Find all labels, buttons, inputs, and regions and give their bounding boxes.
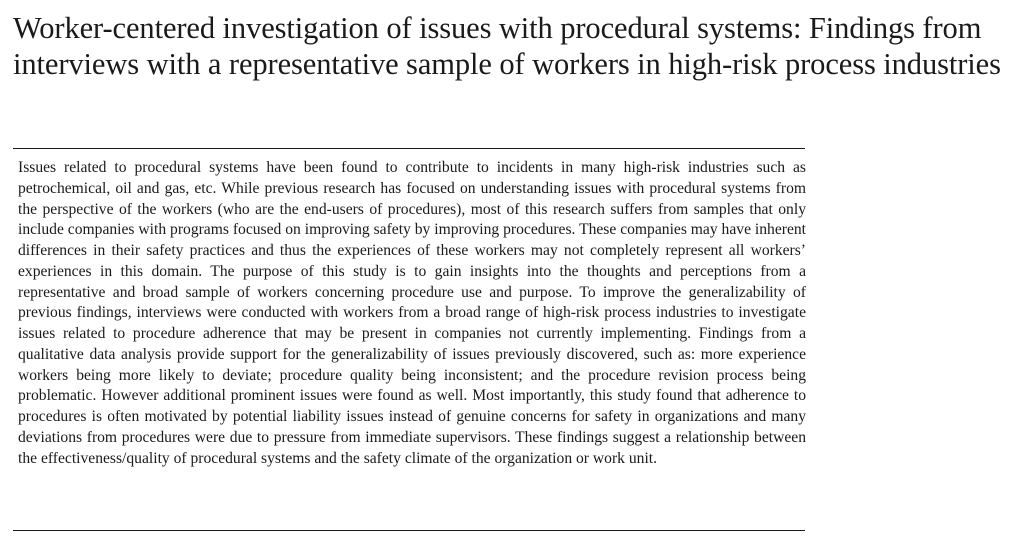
article-title: Worker-centered investigation of issues with procedural systems: Findings from interviews with a representative sample of workers in high-risk process industries xyxy=(13,11,1001,81)
abstract-section xyxy=(13,148,805,531)
abstract-text: Issues related to procedural systems have been found to contribute to incidents in many high-risk industries such as petrochemical, oil and gas, etc. While previous research has focused on understanding issues with procedural systems from the perspective of the workers (who are the end-users of procedures), most of this research suffers from samples that only include companies with programs focused on improving safety by improving procedures. These companies may have inherent differences in their safety practices and thus the experiences of these workers may not completely represent all workers’ experiences in this domain. The purpose of this study is to gain insights into the thoughts and perceptions from a representative and broad sample of workers concerning procedure use and purpose. To improve the generalizability of previous findings, interviews were conducted with workers from a broad range of high-risk process industries to investigate issues related to procedure adherence that may be present in companies not currently implementing. Findings from a qualitative data analysis provide support for the generalizability of issues previously discovered, such as: more experience workers being more likely to deviate; procedure quality being inconsistent; and the procedure revision process being problematic. However additional prominent issues were found as well. Most importantly, this study found that adherence to procedures is often motivated by potential liability issues instead of genuine concerns for safety in organizations and many deviations from procedures were due to pressure from immediate supervisors. These findings suggest a relationship between the effectiveness/quality of procedural systems and the safety climate of the organization or work unit. xyxy=(18,159,806,467)
